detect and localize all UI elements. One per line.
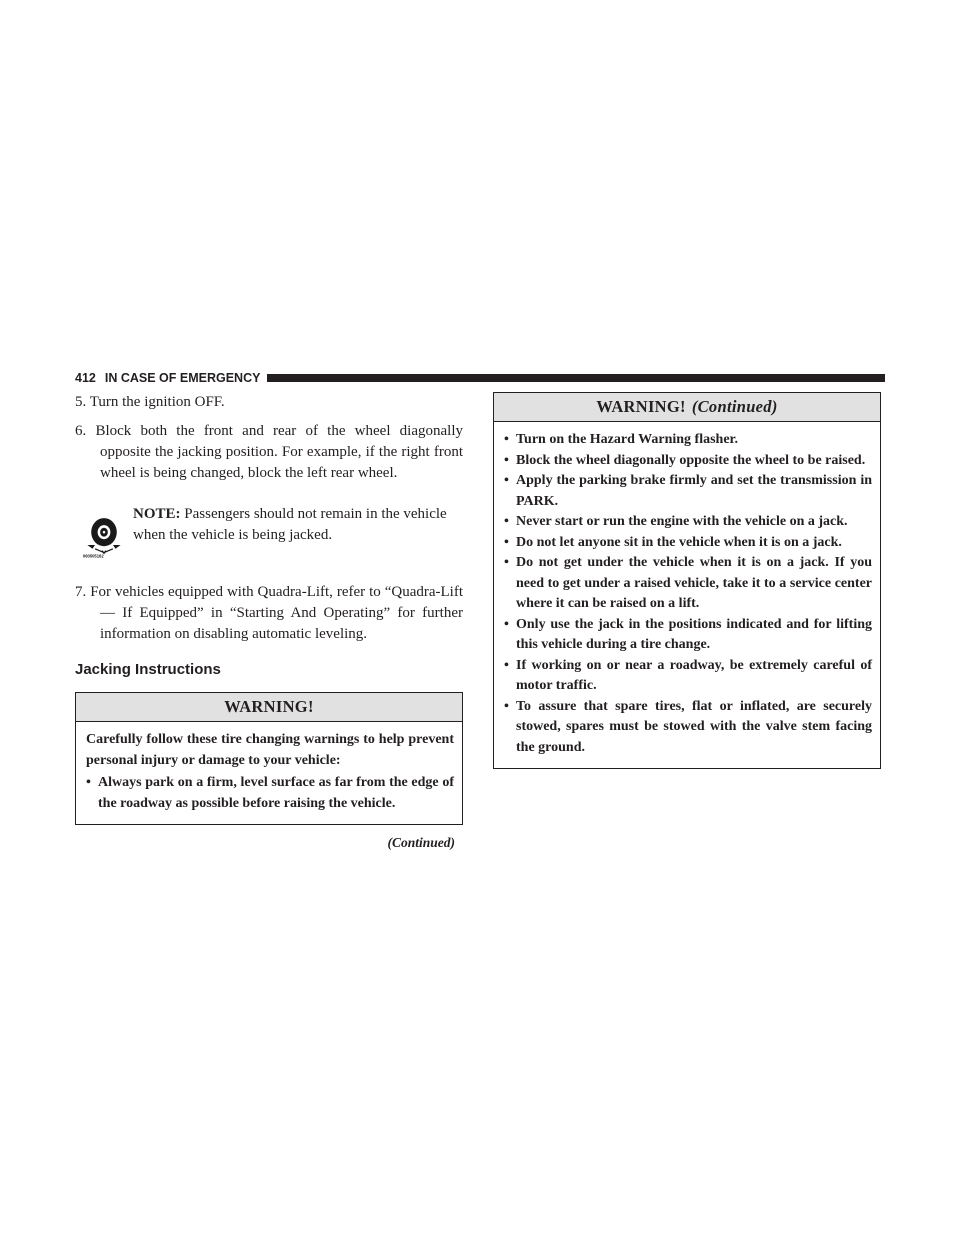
note-label: NOTE: — [133, 506, 181, 522]
warning-bullet-text: Apply the parking brake firmly and set the transmission in PARK. — [516, 473, 872, 509]
warning-bullet-text: If working on or near a roadway, be extremely careful of motor traffic. — [516, 657, 872, 693]
warning-bullet-text: Block the wheel diagonally opposite the wheel to be raised. — [516, 452, 866, 468]
image-code: 060505162 — [82, 553, 104, 559]
warning-bullet-text: Turn on the Hazard Warning flasher. — [516, 432, 738, 447]
step-5 — [75, 392, 463, 413]
step-6-number: 6. — [75, 423, 87, 439]
warning-bullet — [86, 773, 454, 814]
step-7-text: For vehicles equipped with Quadra-Lift, refer to “Quadra-Lift — If Equipped” in “Starting And Operating” for further information on disabling automatic leveling. — [90, 584, 463, 642]
step-7-number: 7. — [75, 584, 87, 600]
bullet-icon: • — [504, 555, 509, 570]
section-title: IN CASE OF EMERGENCY — [104, 371, 261, 385]
warning-bullet-text: Do not let anyone sit in the vehicle when it is on a jack. — [516, 534, 842, 550]
right-column — [493, 392, 881, 769]
page-header — [75, 370, 885, 386]
bullet-icon: • — [504, 657, 509, 673]
warning-title-text: WARNING! — [596, 397, 686, 416]
warning-intro: Carefully follow these tire changing warnings to help prevent personal injury or damage to your vehicle: — [86, 732, 454, 768]
left-column — [75, 392, 463, 851]
warning-bullet-text: Always park on a firm, level surface as far from the edge of the roadway as possible before raising the vehicle. — [98, 775, 454, 811]
bullet-icon: • — [504, 698, 509, 714]
note-block — [75, 500, 463, 572]
warning-bullet — [504, 512, 872, 533]
warning-bullet — [504, 533, 872, 554]
bullet-icon: • — [504, 534, 509, 550]
warning-bullet — [504, 615, 872, 656]
step-6-text: Block both the front and rear of the wheel diagonally opposite the jacking position. For example, if the right front wheel is being changed, block the left rear wheel. — [95, 423, 463, 481]
warning-bullet-text: Do not get under the vehicle when it is on a jack. If you need to get under a raised vehicle, take it to a service center where it can be raised on a lift. — [516, 555, 872, 611]
warning-body — [76, 722, 462, 824]
bullet-icon: • — [504, 432, 509, 447]
warning-box — [75, 692, 463, 825]
bullet-icon: • — [504, 616, 509, 632]
continued-label: (Continued) — [387, 835, 455, 850]
warning-bullet-text: To assure that spare tires, flat or inflated, are securely stowed, spares must be stowed with the valve stem facing the ground. — [516, 698, 872, 755]
warning-bullet — [504, 656, 872, 697]
warning-bullet — [504, 430, 872, 451]
header-rule — [267, 374, 885, 382]
warning-title-continued — [494, 393, 880, 422]
step-5-number: 5. — [75, 394, 87, 410]
warning-box-continued — [493, 392, 881, 769]
bullet-icon: • — [86, 775, 91, 790]
warning-bullet-text: Never start or run the engine with the vehicle on a jack. — [516, 514, 848, 529]
warning-bullet — [504, 553, 872, 615]
warning-title: WARNING! — [76, 693, 462, 722]
page-number: 412 — [75, 371, 96, 385]
warning-body-continued — [494, 422, 880, 768]
warning-bullet-text: Only use the jack in the positions indicated and for lifting this vehicle during a tire change. — [516, 616, 872, 652]
wheel-chock-icon — [81, 500, 127, 572]
bullet-icon: • — [504, 452, 509, 468]
step-6 — [75, 421, 463, 484]
warning-title-suffix: (Continued) — [691, 397, 778, 416]
warning-bullet — [504, 451, 872, 472]
note-text-block — [133, 504, 463, 572]
warning-bullet — [504, 697, 872, 759]
step-5-text: Turn the ignition OFF. — [89, 394, 225, 410]
section-heading: Jacking Instructions — [75, 661, 221, 678]
step-7 — [75, 582, 463, 645]
warning-bullet — [504, 471, 872, 512]
bullet-icon: • — [504, 473, 509, 488]
bullet-icon: • — [504, 514, 509, 529]
note-text: Passengers should not remain in the vehicle when the vehicle is being jacked. — [133, 506, 447, 543]
